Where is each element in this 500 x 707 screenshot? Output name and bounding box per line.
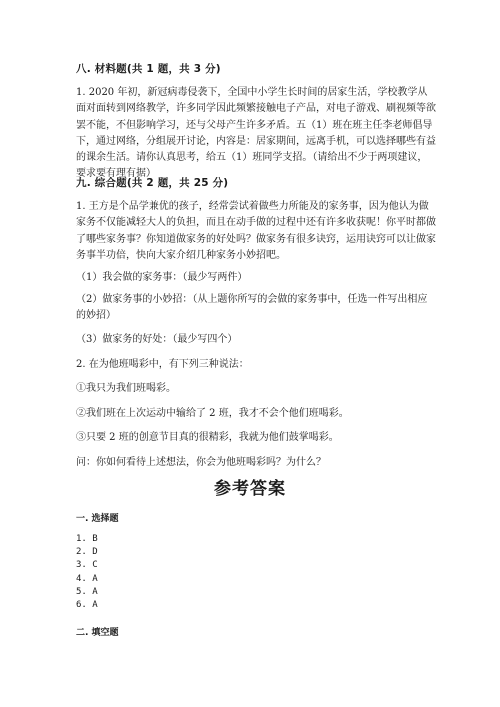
sub-question-1: （1）我会做的家务事：（最少写两件） xyxy=(76,272,248,283)
comprehensive-question-2: 2. 在为他班喝彩中，有下列三种说法： xyxy=(76,359,249,370)
answer-section-1-heading: 一. 选择题 xyxy=(76,514,119,524)
statement-1: ①我只为我们班喝彩。 xyxy=(76,383,176,394)
statement-2: ②我们班在上次运动中输给了 2 班，我才不会个他们班喝彩。 xyxy=(76,408,349,419)
question-prompt: 问：你如何看待上述想法，你会为他班喝彩吗？为什么？ xyxy=(76,457,326,468)
sub-question-3: （3）做家务的好处：（最少写四个） xyxy=(76,334,238,345)
answer-list xyxy=(76,533,98,612)
answer-item: 4. A xyxy=(76,573,98,584)
answer-item: 1. B xyxy=(76,534,98,544)
answer-item: 3. C xyxy=(76,560,98,571)
answer-item: 2. D xyxy=(76,547,98,558)
answer-item: 5. A xyxy=(76,586,98,597)
section-8-heading: 八. 材料题(共 1 题，共 3 分) xyxy=(76,63,221,75)
statement-3: ③只要 2 班的创意节目真的很精彩，我就为他们鼓掌喝彩。 xyxy=(76,432,339,443)
material-question-1: 1. 2020 年初，新冠病毒侵袭下，全国中小学生长时间的居家生活，学校教学从面对面转到网络教学，许多同学因此频繁接触电子产品，对电子游戏、刷视频等欲罢不能，不但影响学习，还与父母产生许多矛盾。五（1）班在班主任李老师倡导下，通过网络，分组展开讨论，内容是：居家期间，远离手机，可以选择哪些有益的课余生活。请你认真思考，给五（1）班同学支招。（请给出不少于两项建议，要求要有理有据） xyxy=(76,87,436,180)
comprehensive-question-1: 1. 王方是个品学兼优的孩子，经常尝试着做些力所能及的家务事，因为他认为做家务不仅能减轻大人的负担，而且在动手做的过程中还有许多收获呢！你平时都做了哪些家务事？你知道做家务的好处吗？做家务有很多诀窍，运用诀窍可以让做家务事半功倍，快向大家介绍几种家务小妙招吧。 xyxy=(76,201,436,261)
answer-item: 6. A xyxy=(76,599,98,610)
answer-section-2-heading: 二. 填空题 xyxy=(76,628,119,638)
section-9-heading: 九. 综合题(共 2 题，共 25 分) xyxy=(76,177,229,189)
sub-question-2: （2）做家务事的小妙招：（从上题你所写的会做的家务事中，任选一件写出相应的妙招） xyxy=(76,294,428,322)
answer-key-title: 参考答案 xyxy=(214,479,286,499)
